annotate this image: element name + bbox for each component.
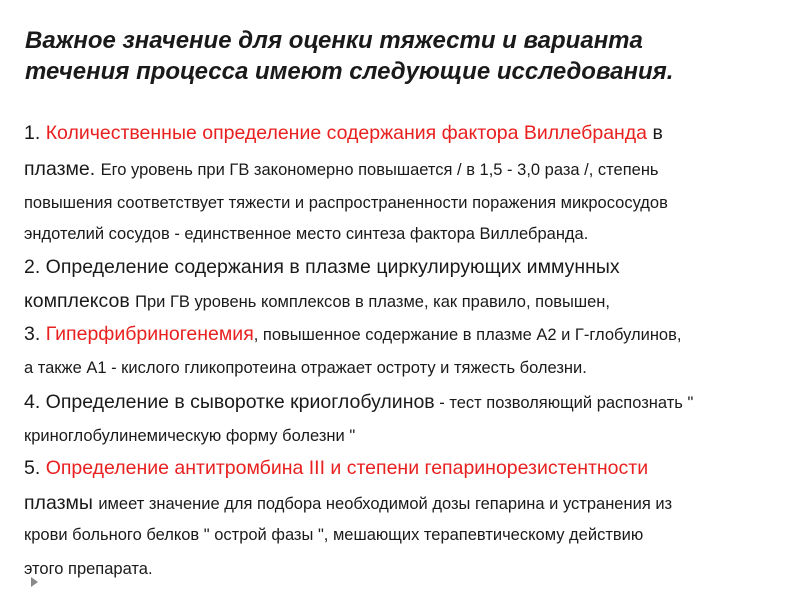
item-5-line-2 bbox=[24, 494, 672, 514]
item-4-line-2: криноглобулинемическую форму болезни " bbox=[24, 427, 356, 445]
item-5-line-2-text: имеет значение для подбора необходимой дозы гепарина и устранения из bbox=[98, 495, 673, 513]
item-1-heading-tail: в bbox=[647, 122, 663, 144]
item-1-line-2 bbox=[24, 160, 659, 180]
item-5-line-1 bbox=[24, 459, 648, 479]
title-line-2: течения процесса имеют следующие исследования. bbox=[25, 58, 674, 85]
item-1-line-1 bbox=[24, 124, 663, 144]
item-2-line-1: 2. Определение содержания в плазме циркулирующих иммунных bbox=[24, 256, 620, 278]
item-5-heading: Определение антитромбина III и степени гепаринорезистентности bbox=[45, 457, 649, 479]
item-5-line-2-lead: плазмы bbox=[24, 492, 99, 514]
item-1-line-2-text: Его уровень при ГВ закономерно повышается / в 1,5 - 3,0 раза /, степень bbox=[100, 161, 659, 179]
item-4-heading-tail: - тест позволяющий распознать " bbox=[434, 394, 694, 412]
item-2-line-2 bbox=[24, 292, 610, 312]
item-5-line-3: крови больного белков " острой фазы ", мешающих терапевтическому действию bbox=[24, 526, 644, 544]
item-1-line-3: повышения соответствует тяжести и распространенности поражения микрососудов bbox=[24, 194, 668, 212]
item-1-heading: Количественные определение содержания фактора Виллебранда bbox=[45, 122, 648, 144]
item-3-number: 3. bbox=[24, 323, 46, 345]
triangle-right-icon[interactable] bbox=[31, 577, 38, 587]
item-5-number: 5. bbox=[24, 457, 46, 479]
item-5-line-4: этого препарата. bbox=[24, 560, 153, 578]
item-2-line-2-lead: комплексов bbox=[24, 290, 136, 312]
item-3-line-2: а также А1 - кислого гликопротеина отражает остроту и тяжесть болезни. bbox=[24, 359, 587, 377]
item-1-line-2-lead: плазме. bbox=[24, 158, 101, 180]
title-line-1: Важное значение для оценки тяжести и варианта bbox=[25, 27, 643, 54]
item-3-heading-tail: , повышенное содержание в плазме А2 и Г-глобулинов, bbox=[253, 326, 682, 344]
item-1-line-4: эндотелий сосудов - единственное место синтеза фактора Виллебранда. bbox=[24, 225, 589, 243]
item-2-line-2-text: При ГВ уровень комплексов в плазме, как правило, повышен, bbox=[135, 293, 610, 311]
item-1-number: 1. bbox=[24, 122, 46, 144]
item-4-line-1 bbox=[24, 393, 693, 413]
slide-title bbox=[25, 25, 785, 87]
item-3-line-1 bbox=[24, 325, 681, 345]
item-4-heading: 4. Определение в сыворотке криоглобулинов bbox=[24, 391, 435, 413]
item-3-heading: Гиперфибриногенемия bbox=[45, 323, 254, 345]
